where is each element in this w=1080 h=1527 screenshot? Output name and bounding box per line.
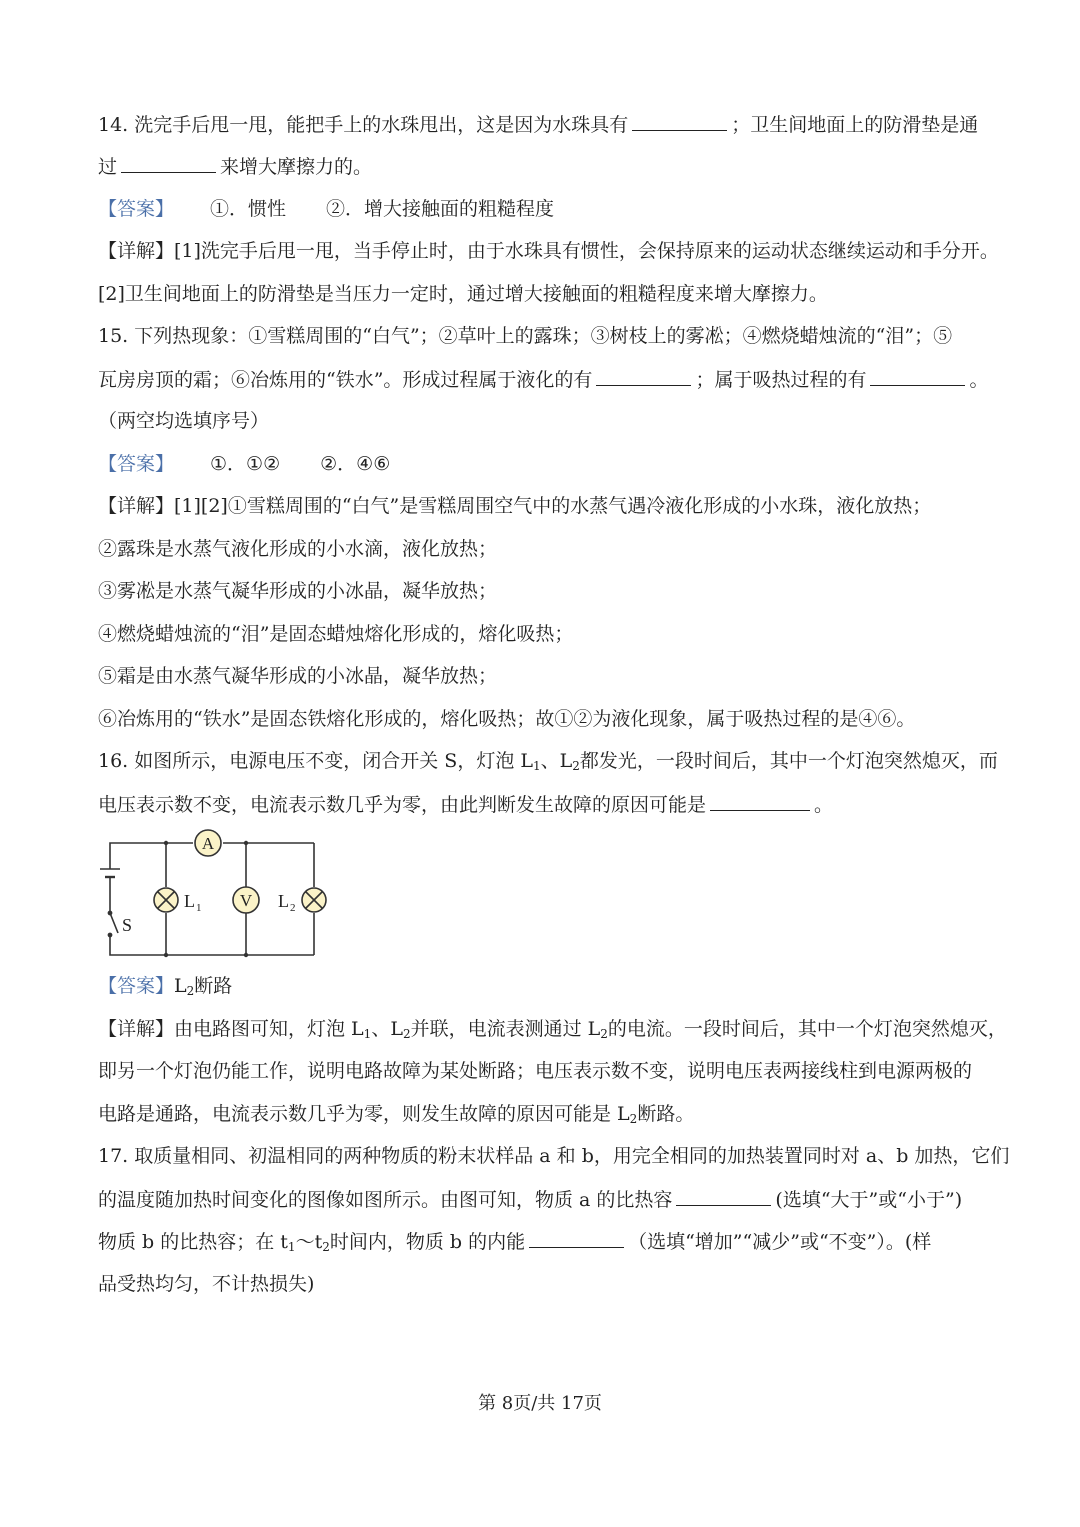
- q14-text: 过: [98, 156, 118, 178]
- answer-tag: 【答案】: [98, 453, 175, 475]
- q14-detail-2: [2]卫生间地面上的防滑垫是当压力一定时，通过增大接触面的粗糙程度来增大摩擦力。: [98, 283, 828, 305]
- q14-blank-1: [632, 110, 727, 131]
- q15-detail-4: ④燃烧蜡烛流的“泪”是固态蜡烛熔化形成的，熔化吸热；: [98, 623, 574, 645]
- q16-line-1: [98, 747, 998, 780]
- q14-detail-1: 【详解】[1]洗完手后甩一甩，当手停止时，由于水珠具有惯性，会保持原来的运动状态继续运动和手分开。: [98, 240, 999, 262]
- lamp-l1-sub: 1: [196, 902, 202, 914]
- q16-detail-1: [98, 1015, 1007, 1048]
- q16-detail-text: 断路。: [637, 1103, 695, 1125]
- q14-answer: [98, 195, 980, 223]
- q14-text: 14. 洗完手后甩一甩，能把手上的水珠甩出，这是因为水珠具有: [98, 114, 629, 136]
- subscript: 1: [363, 1027, 372, 1041]
- subscript: 2: [600, 1027, 608, 1041]
- subscript: 2: [402, 1027, 411, 1041]
- q16-detail-2: 即另一个灯泡仍能工作，说明电路故障为某处断路；电压表示数不变，说明电压表两接线柱到电源两极的: [98, 1060, 973, 1082]
- q17-text: 时间内，物质 b 的内能: [329, 1231, 526, 1253]
- q15-detail-3: ③雾凇是水蒸气凝华形成的小冰晶，凝华放热；: [98, 580, 498, 602]
- subscript: 2: [186, 984, 195, 998]
- circuit-diagram: [96, 825, 336, 965]
- q15-detail-6: ⑥冶炼用的“铁水”是固态铁熔化形成的，熔化吸热；故①②为液化现象，属于吸热过程的是④⑥。: [98, 708, 916, 730]
- q16-detail-text: 【详解】由电路图可知，灯泡 L: [98, 1018, 364, 1040]
- answer-1: ①．惯性: [210, 198, 287, 220]
- switch-label: S: [122, 915, 133, 935]
- answer-2: ②．增大接触面的粗糙程度: [326, 198, 555, 220]
- ammeter-label: A: [201, 834, 215, 853]
- q16-blank: [710, 790, 810, 811]
- q17-text: 物质 b 的比热容；在 t: [98, 1231, 288, 1253]
- lamp-l2-label: L: [278, 891, 289, 911]
- q16-detail-3: [98, 1100, 980, 1133]
- q15-line-1: 15. 下列热现象：①雪糕周围的“白气”；②草叶上的露珠；③树枝上的雾凇；④燃烧蜡烛流的“泪”；⑤: [98, 325, 953, 347]
- q16-text: 。: [814, 794, 834, 816]
- q16-answer: [98, 972, 980, 1005]
- q15-line-2: [98, 365, 989, 394]
- subscript: 1: [532, 759, 541, 773]
- q15-detail-2: ②露珠是水蒸气液化形成的小水滴，液化放热；: [98, 538, 498, 560]
- q15-text: 。: [969, 369, 989, 391]
- q14-blank-2: [121, 152, 216, 173]
- q17-blank-1: [676, 1185, 771, 1206]
- answer-text: L: [174, 975, 187, 997]
- q17-text: ～t: [295, 1231, 323, 1253]
- q15-text: ；属于吸热过程的有: [695, 369, 867, 391]
- answer-1: ①．①②: [210, 453, 281, 475]
- q15-blank-2: [870, 365, 965, 386]
- q16-detail-text: 电路是通路，电流表示数几乎为零，则发生故障的原因可能是 L: [98, 1103, 630, 1125]
- q15-line-3: （两空均选填序号）: [98, 410, 270, 432]
- lamp-l1-symbol: [154, 888, 202, 914]
- q16-line-2: [98, 790, 980, 819]
- q16-detail-text: 并联，电流表测通过 L: [410, 1018, 601, 1040]
- q15-text: 瓦房房顶的霜；⑥冶炼用的“铁水”。形成过程属于液化的有: [98, 369, 593, 391]
- q14-line-1: [98, 110, 980, 139]
- subscript: 1: [287, 1240, 296, 1254]
- page-footer: 第 8页/共 17页: [478, 1393, 602, 1414]
- q14-text: 来增大摩擦力的。: [220, 156, 373, 178]
- lamp-l2-sub: 2: [290, 902, 296, 914]
- q17-line-4: 品受热均匀，不计热损失): [98, 1273, 315, 1295]
- q15-blank-1: [596, 365, 691, 386]
- answer-tag: 【答案】: [98, 198, 175, 220]
- subscript: 2: [322, 1240, 330, 1254]
- q17-text: (选填“大于”或“小于”): [775, 1189, 963, 1211]
- q16-detail-text: 的电流。一段时间后，其中一个灯泡突然熄灭，: [607, 1018, 1007, 1040]
- q15-answer: [98, 450, 980, 478]
- q17-line-2: [98, 1185, 980, 1214]
- ammeter-symbol: [195, 830, 221, 856]
- q16-detail-text: 、L: [371, 1018, 403, 1040]
- subscript: 2: [629, 1112, 638, 1126]
- q16-text: 、L: [540, 750, 573, 772]
- voltmeter-symbol: [233, 887, 259, 913]
- q14-text: ；卫生间地面上的防滑垫是通: [731, 114, 979, 136]
- q17-blank-2: [529, 1227, 624, 1248]
- answer-text: 断路: [194, 975, 233, 997]
- q17-line-3: [98, 1227, 980, 1261]
- lamp-l2-symbol: [278, 888, 326, 914]
- q16-text: 电压表示数不变，电流表示数几乎为零，由此判断发生故障的原因可能是: [98, 794, 707, 816]
- voltmeter-label: V: [239, 891, 253, 910]
- q16-text: 都发光，一段时间后，其中一个灯泡突然熄灭，而: [579, 750, 998, 772]
- q17-text: （选填“增加”“减少”或“不变”）。(样: [628, 1231, 932, 1253]
- q17-line-1: 17. 取质量相同、初温相同的两种物质的粉末状样品 a 和 b，用完全相同的加热装置同时对 a、b 加热，它们: [98, 1145, 1010, 1167]
- q15-detail-1: 【详解】[1][2]①雪糕周围的“白气”是雪糕周围空气中的水蒸气遇冷液化形成的小水珠，液化放热；: [98, 495, 932, 517]
- subscript: 2: [572, 759, 580, 773]
- q17-text: 的温度随加热时间变化的图像如图所示。由图可知，物质 a 的比热容: [98, 1189, 673, 1211]
- answer-tag: 【答案】: [98, 975, 175, 997]
- q15-detail-5: ⑤霜是由水蒸气凝华形成的小冰晶，凝华放热；: [98, 665, 498, 687]
- lamp-l1-label: L: [184, 891, 195, 911]
- q16-text: 16. 如图所示，电源电压不变，闭合开关 S，灯泡 L: [98, 750, 533, 772]
- q14-line-2: [98, 152, 980, 181]
- answer-2: ②．④⑥: [320, 453, 391, 475]
